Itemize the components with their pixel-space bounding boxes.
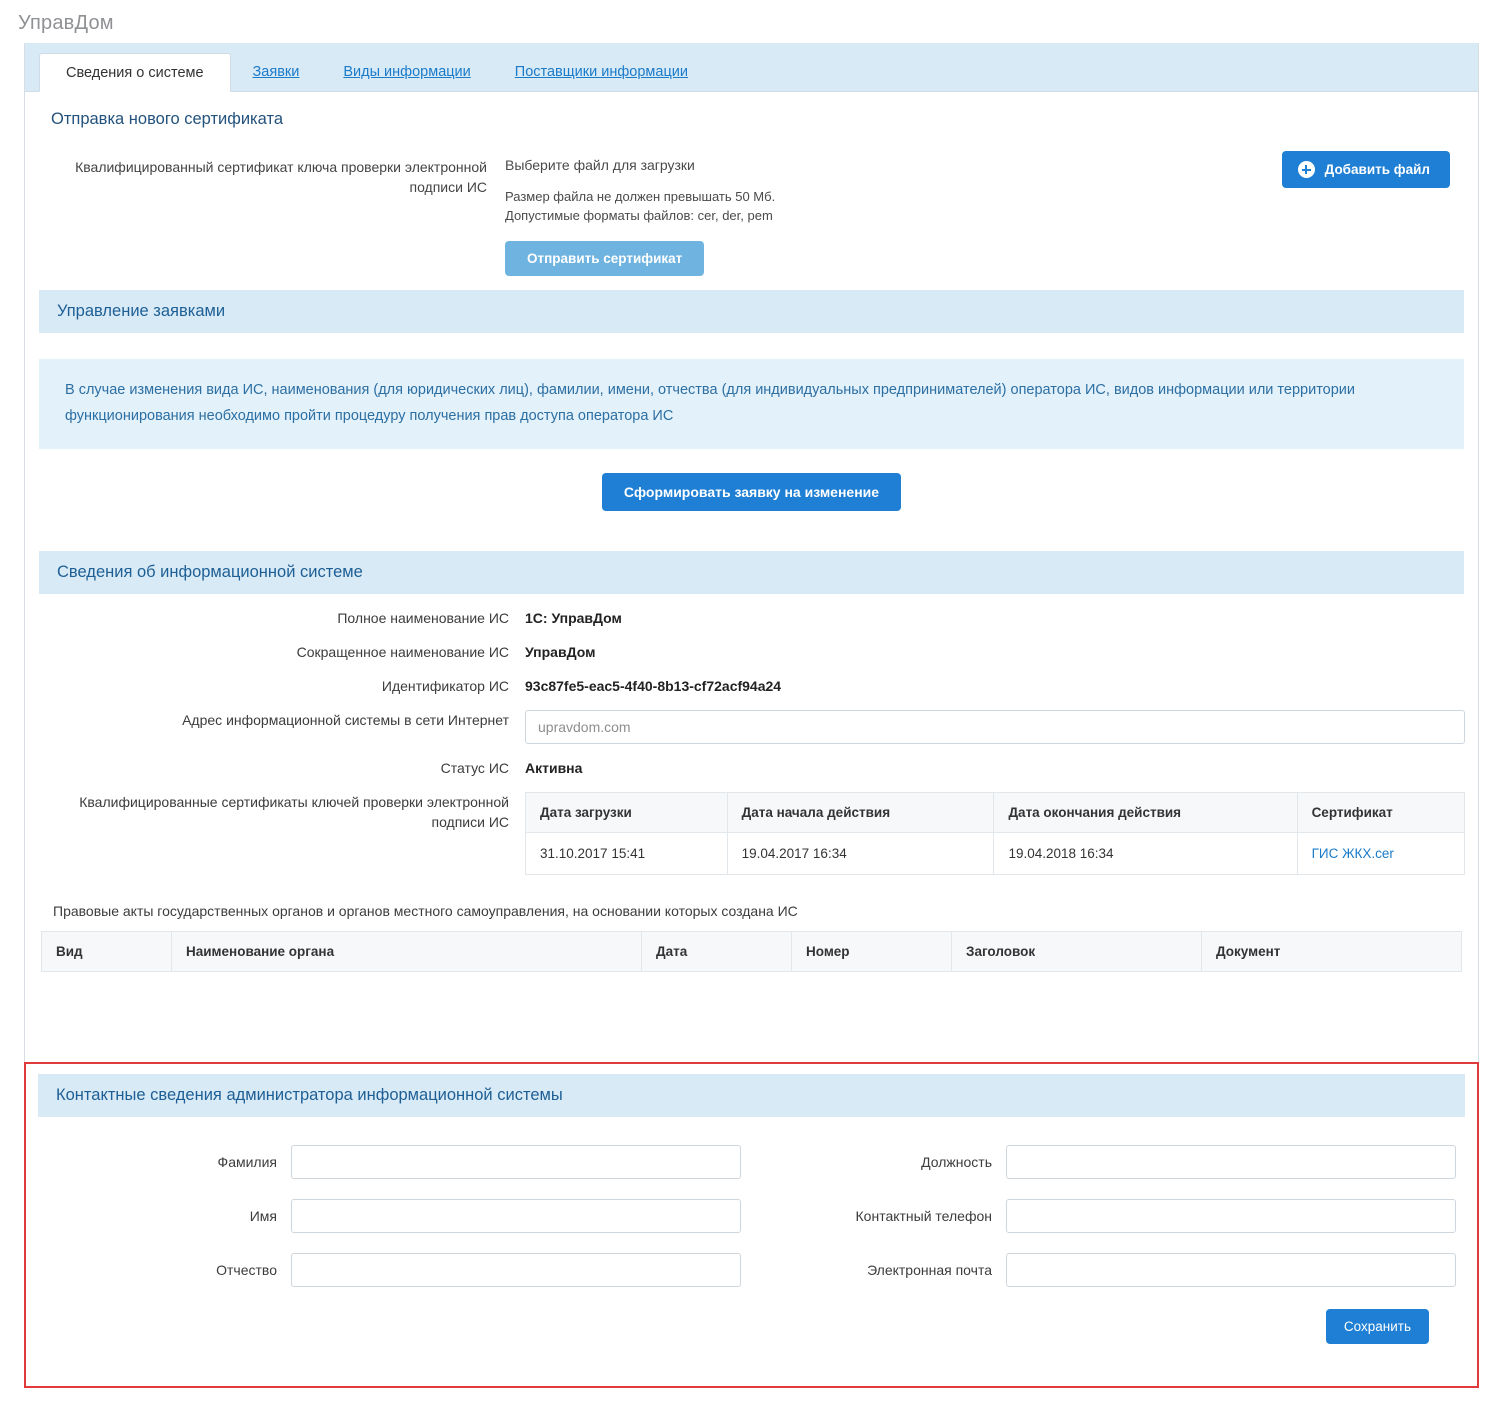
certificates-table-header	[526, 793, 1465, 833]
col-act-heading: Заголовок	[952, 932, 1202, 972]
admin-contacts-right-column	[741, 1145, 1456, 1307]
surname-input[interactable]	[291, 1145, 741, 1179]
field-patronymic-label: Отчество	[216, 1262, 277, 1278]
certificate-upload-title: Отправка нового сертификата	[51, 110, 283, 128]
requests-note: В случае изменения вида ИС, наименования (для юридических лиц), фамилии, имени, отчества (для индивидуальных предпринимателей) оператора ИС, видов информации или территории функционирования необходимо пройти процедуру получения прав доступа оператора ИС	[39, 359, 1464, 449]
field-certificates	[25, 792, 1478, 875]
create-change-request-button[interactable]: Сформировать заявку на изменение	[602, 473, 901, 511]
phone-input[interactable]	[1006, 1199, 1456, 1233]
send-certificate-button[interactable]: Отправить сертификат	[505, 241, 704, 276]
table-row	[526, 833, 1465, 875]
field-email-label: Электронная почта	[867, 1262, 992, 1278]
col-upload-date: Дата загрузки	[526, 793, 728, 833]
plus-icon	[1298, 161, 1315, 178]
add-file-label: Добавить файл	[1324, 162, 1430, 177]
field-full-name	[25, 608, 1478, 628]
certificates-table	[525, 792, 1465, 875]
position-input[interactable]	[1006, 1145, 1456, 1179]
certificate-size-hint: Размер файла не должен превышать 50 Мб.	[505, 189, 776, 204]
admin-contacts-actions	[26, 1307, 1477, 1344]
field-short-name-label: Сокращенное наименование ИС	[296, 644, 509, 660]
app-title: УправДом	[18, 12, 114, 34]
col-certificate: Сертификат	[1297, 793, 1464, 833]
certificate-upload-row	[25, 129, 1478, 276]
field-certificates-label: Квалифицированные сертификаты ключей проверки электронной подписи ИС	[79, 794, 509, 830]
legal-acts-title: Правовые акты государственных органов и органов местного самоуправления, на основании которых создана ИС	[53, 903, 798, 919]
col-act-document: Документ	[1202, 932, 1462, 972]
col-end-date: Дата окончания действия	[994, 793, 1297, 833]
main-window	[24, 43, 1479, 1388]
col-act-authority: Наименование органа	[172, 932, 642, 972]
col-act-type: Вид	[42, 932, 172, 972]
add-file-button[interactable]	[1282, 151, 1450, 188]
field-url-label: Адрес информационной системы в сети Интернет	[182, 712, 509, 728]
field-status	[25, 758, 1478, 778]
certificate-format-hint: Допустимые форматы файлов: cer, der, pem	[505, 208, 773, 223]
field-short-name	[25, 642, 1478, 662]
email-input[interactable]	[1006, 1253, 1456, 1287]
field-identifier-value: 93c87fe5-eac5-4f40-8b13-cf72acf94a24	[525, 678, 782, 694]
admin-contacts-left-column	[26, 1145, 741, 1307]
col-act-date: Дата	[642, 932, 792, 972]
field-short-name-value: УправДом	[525, 644, 596, 660]
field-full-name-value: 1С: УправДом	[525, 610, 622, 626]
admin-contacts-title: Контактные сведения администратора информационной системы	[38, 1074, 1465, 1117]
requests-band-title: Управление заявками	[39, 290, 1464, 333]
certificate-select-hint: Выберите файл для загрузки	[505, 157, 695, 173]
certificate-field-label: Квалифицированный сертификат ключа проверки электронной подписи ИС	[75, 159, 487, 195]
cell-start-date: 19.04.2017 16:34	[727, 833, 994, 875]
field-phone	[741, 1199, 1456, 1233]
col-act-number: Номер	[792, 932, 952, 972]
tab-bar	[25, 43, 1478, 92]
certificate-file-link[interactable]: ГИС ЖКХ.cer	[1311, 846, 1394, 861]
field-surname	[26, 1145, 741, 1179]
save-button[interactable]: Сохранить	[1326, 1309, 1429, 1344]
requests-action-row	[25, 449, 1478, 537]
admin-contacts-block	[24, 1062, 1479, 1388]
field-email	[741, 1253, 1456, 1287]
field-firstname-label: Имя	[249, 1208, 277, 1224]
cell-certificate	[1297, 833, 1464, 875]
field-patronymic	[26, 1253, 741, 1287]
url-input[interactable]	[525, 710, 1465, 744]
field-identifier	[25, 676, 1478, 696]
tab-system-info[interactable]: Сведения о системе	[39, 53, 231, 92]
field-position-label: Должность	[921, 1154, 992, 1170]
patronymic-input[interactable]	[291, 1253, 741, 1287]
field-status-value: Активна	[525, 760, 583, 776]
field-status-label: Статус ИС	[440, 760, 509, 776]
field-full-name-label: Полное наименование ИС	[337, 610, 509, 626]
field-url	[25, 710, 1478, 744]
admin-contacts-form	[26, 1117, 1477, 1307]
cell-end-date: 19.04.2018 16:34	[994, 833, 1297, 875]
field-surname-label: Фамилия	[217, 1154, 277, 1170]
firstname-input[interactable]	[291, 1199, 741, 1233]
field-position	[741, 1145, 1456, 1179]
tab-info-suppliers[interactable]: Поставщики информации	[514, 64, 688, 80]
field-phone-label: Контактный телефон	[855, 1208, 992, 1224]
field-firstname	[26, 1199, 741, 1233]
legal-acts-header	[42, 932, 1462, 972]
col-start-date: Дата начала действия	[727, 793, 994, 833]
tab-info-types[interactable]: Виды информации	[343, 64, 471, 80]
system-info-band-title: Сведения об информационной системе	[39, 551, 1464, 594]
legal-acts-table	[41, 931, 1462, 972]
field-identifier-label: Идентификатор ИС	[381, 678, 509, 694]
cell-upload-date: 31.10.2017 15:41	[526, 833, 728, 875]
tab-requests[interactable]: Заявки	[252, 64, 300, 80]
